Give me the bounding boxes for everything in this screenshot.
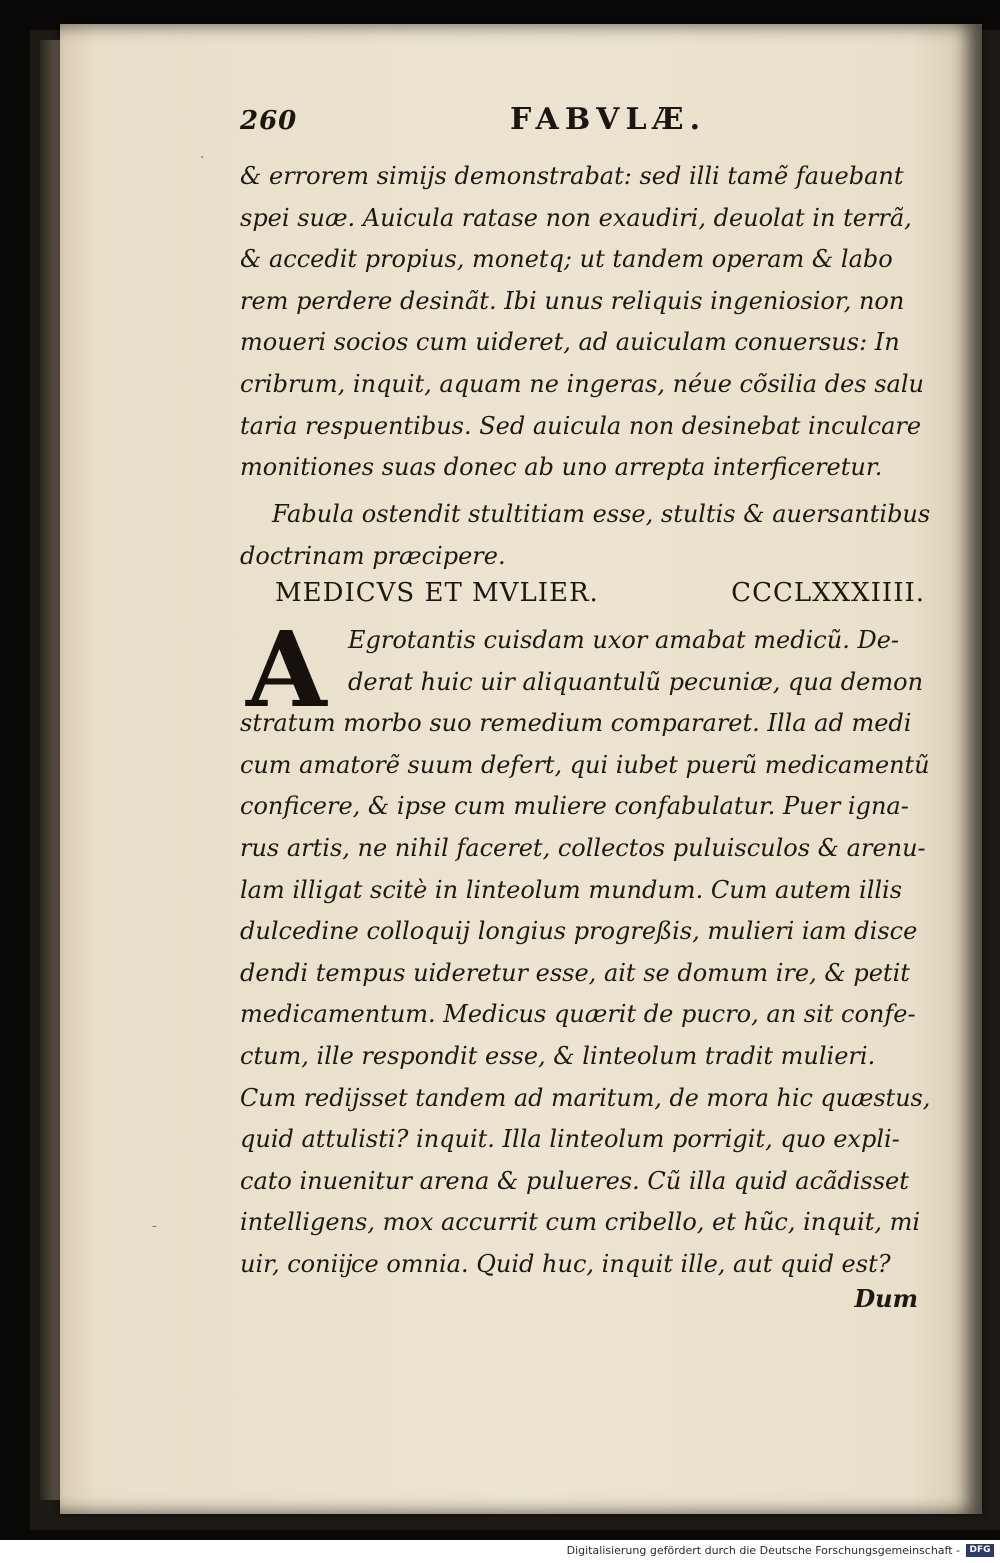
dfg-logo: DFG bbox=[966, 1544, 994, 1557]
margin-mark: · bbox=[200, 150, 205, 166]
page-number: 260 bbox=[240, 106, 298, 136]
text-line: conficere, & ipse cum muliere confabulatur. Puer igna- bbox=[240, 792, 909, 821]
text-line: quid attulisti? inquit. Illa linteolum porrigit, quo expli- bbox=[240, 1125, 900, 1154]
text-line: spei suæ. Auicula ratase non exaudiri, deuolat in terrã, bbox=[240, 203, 912, 232]
text-line: cato inuenitur arena & pulueres. Cũ illa quid acãdisset bbox=[240, 1166, 909, 1195]
text-line: & accedit propius, monetq; ut tandem operam & labo bbox=[240, 245, 893, 274]
fable-title bbox=[275, 578, 925, 608]
fable-end-paragraph bbox=[240, 156, 930, 489]
text-line: lam illigat scitè in linteolum mundum. Cum autem illis bbox=[240, 875, 903, 904]
text-line: moueri socios cum uideret, ad auiculam conuersus: In bbox=[240, 328, 900, 357]
moral-paragraph bbox=[240, 494, 930, 577]
text-line: dulcedine colloquij longius progreßis, mulieri iam disce bbox=[240, 917, 918, 946]
text-line: doctrinam præcipere. bbox=[240, 541, 506, 570]
drop-cap: A bbox=[246, 608, 327, 731]
text-line: dendi tempus uideretur esse, ait se domum ire, & petit bbox=[240, 958, 910, 987]
funding-credit: Digitalisierung gefördert durch die Deutsche Forschungsgemeinschaft - bbox=[566, 1544, 960, 1557]
text-line: taria respuentibus. Sed auicula non desinebat inculcare bbox=[240, 411, 922, 440]
text-line: & errorem simijs demonstrabat: sed illi tamẽ fauebant bbox=[240, 162, 904, 190]
text-line: medicamentum. Medicus quærit de pucro, an sit confe- bbox=[240, 1000, 916, 1029]
text-line: intelligens, mox accurrit cum cribello, et hũc, inquit, mi bbox=[240, 1208, 921, 1237]
text-line: stratum morbo suo remedium compararet. Illa ad medi bbox=[240, 709, 912, 738]
text-line: derat huic uir aliquantulũ pecuniæ, qua demon bbox=[348, 667, 924, 696]
text-line: cum amatorẽ suum defert, qui iubet puerũ medicamentũ bbox=[240, 750, 930, 779]
page-header bbox=[240, 100, 920, 150]
text-line: Fabula ostendit stultitiam esse, stultis & auersantibus bbox=[272, 500, 931, 528]
text-line: uir, coniĳce omnia. Quid huc, inquit ille, aut quid est? bbox=[240, 1249, 891, 1278]
running-title: FABVLÆ. bbox=[510, 102, 707, 137]
fable-title-text: MEDICVS ET MVLIER. bbox=[275, 578, 599, 608]
text-line: ctum, ille respondit esse, & linteolum tradit mulieri. bbox=[240, 1041, 876, 1070]
text-line: rem perdere desinãt. Ibi unus reliquis ingeniosior, non bbox=[240, 286, 905, 315]
text-line: rus artis, ne nihil faceret, collectos puluisculos & arenu- bbox=[240, 833, 926, 862]
text-line: Cum redijsset tandem ad maritum, de mora hic quæstus, bbox=[240, 1083, 931, 1112]
catchword: Dum bbox=[854, 1284, 918, 1313]
text-line: cribrum, inquit, aquam ne ingeras, néue cõsilia des salu bbox=[240, 369, 924, 398]
fable-number: CCCLXXXIIII. bbox=[731, 578, 925, 608]
new-fable-paragraph bbox=[240, 608, 931, 1286]
text-line: monitiones suas donec ab uno arrepta interficeretur. bbox=[240, 453, 883, 482]
margin-mark: - bbox=[152, 1218, 157, 1234]
text-line: Egrotantis cuisdam uxor amabat medicũ. De- bbox=[348, 626, 900, 654]
